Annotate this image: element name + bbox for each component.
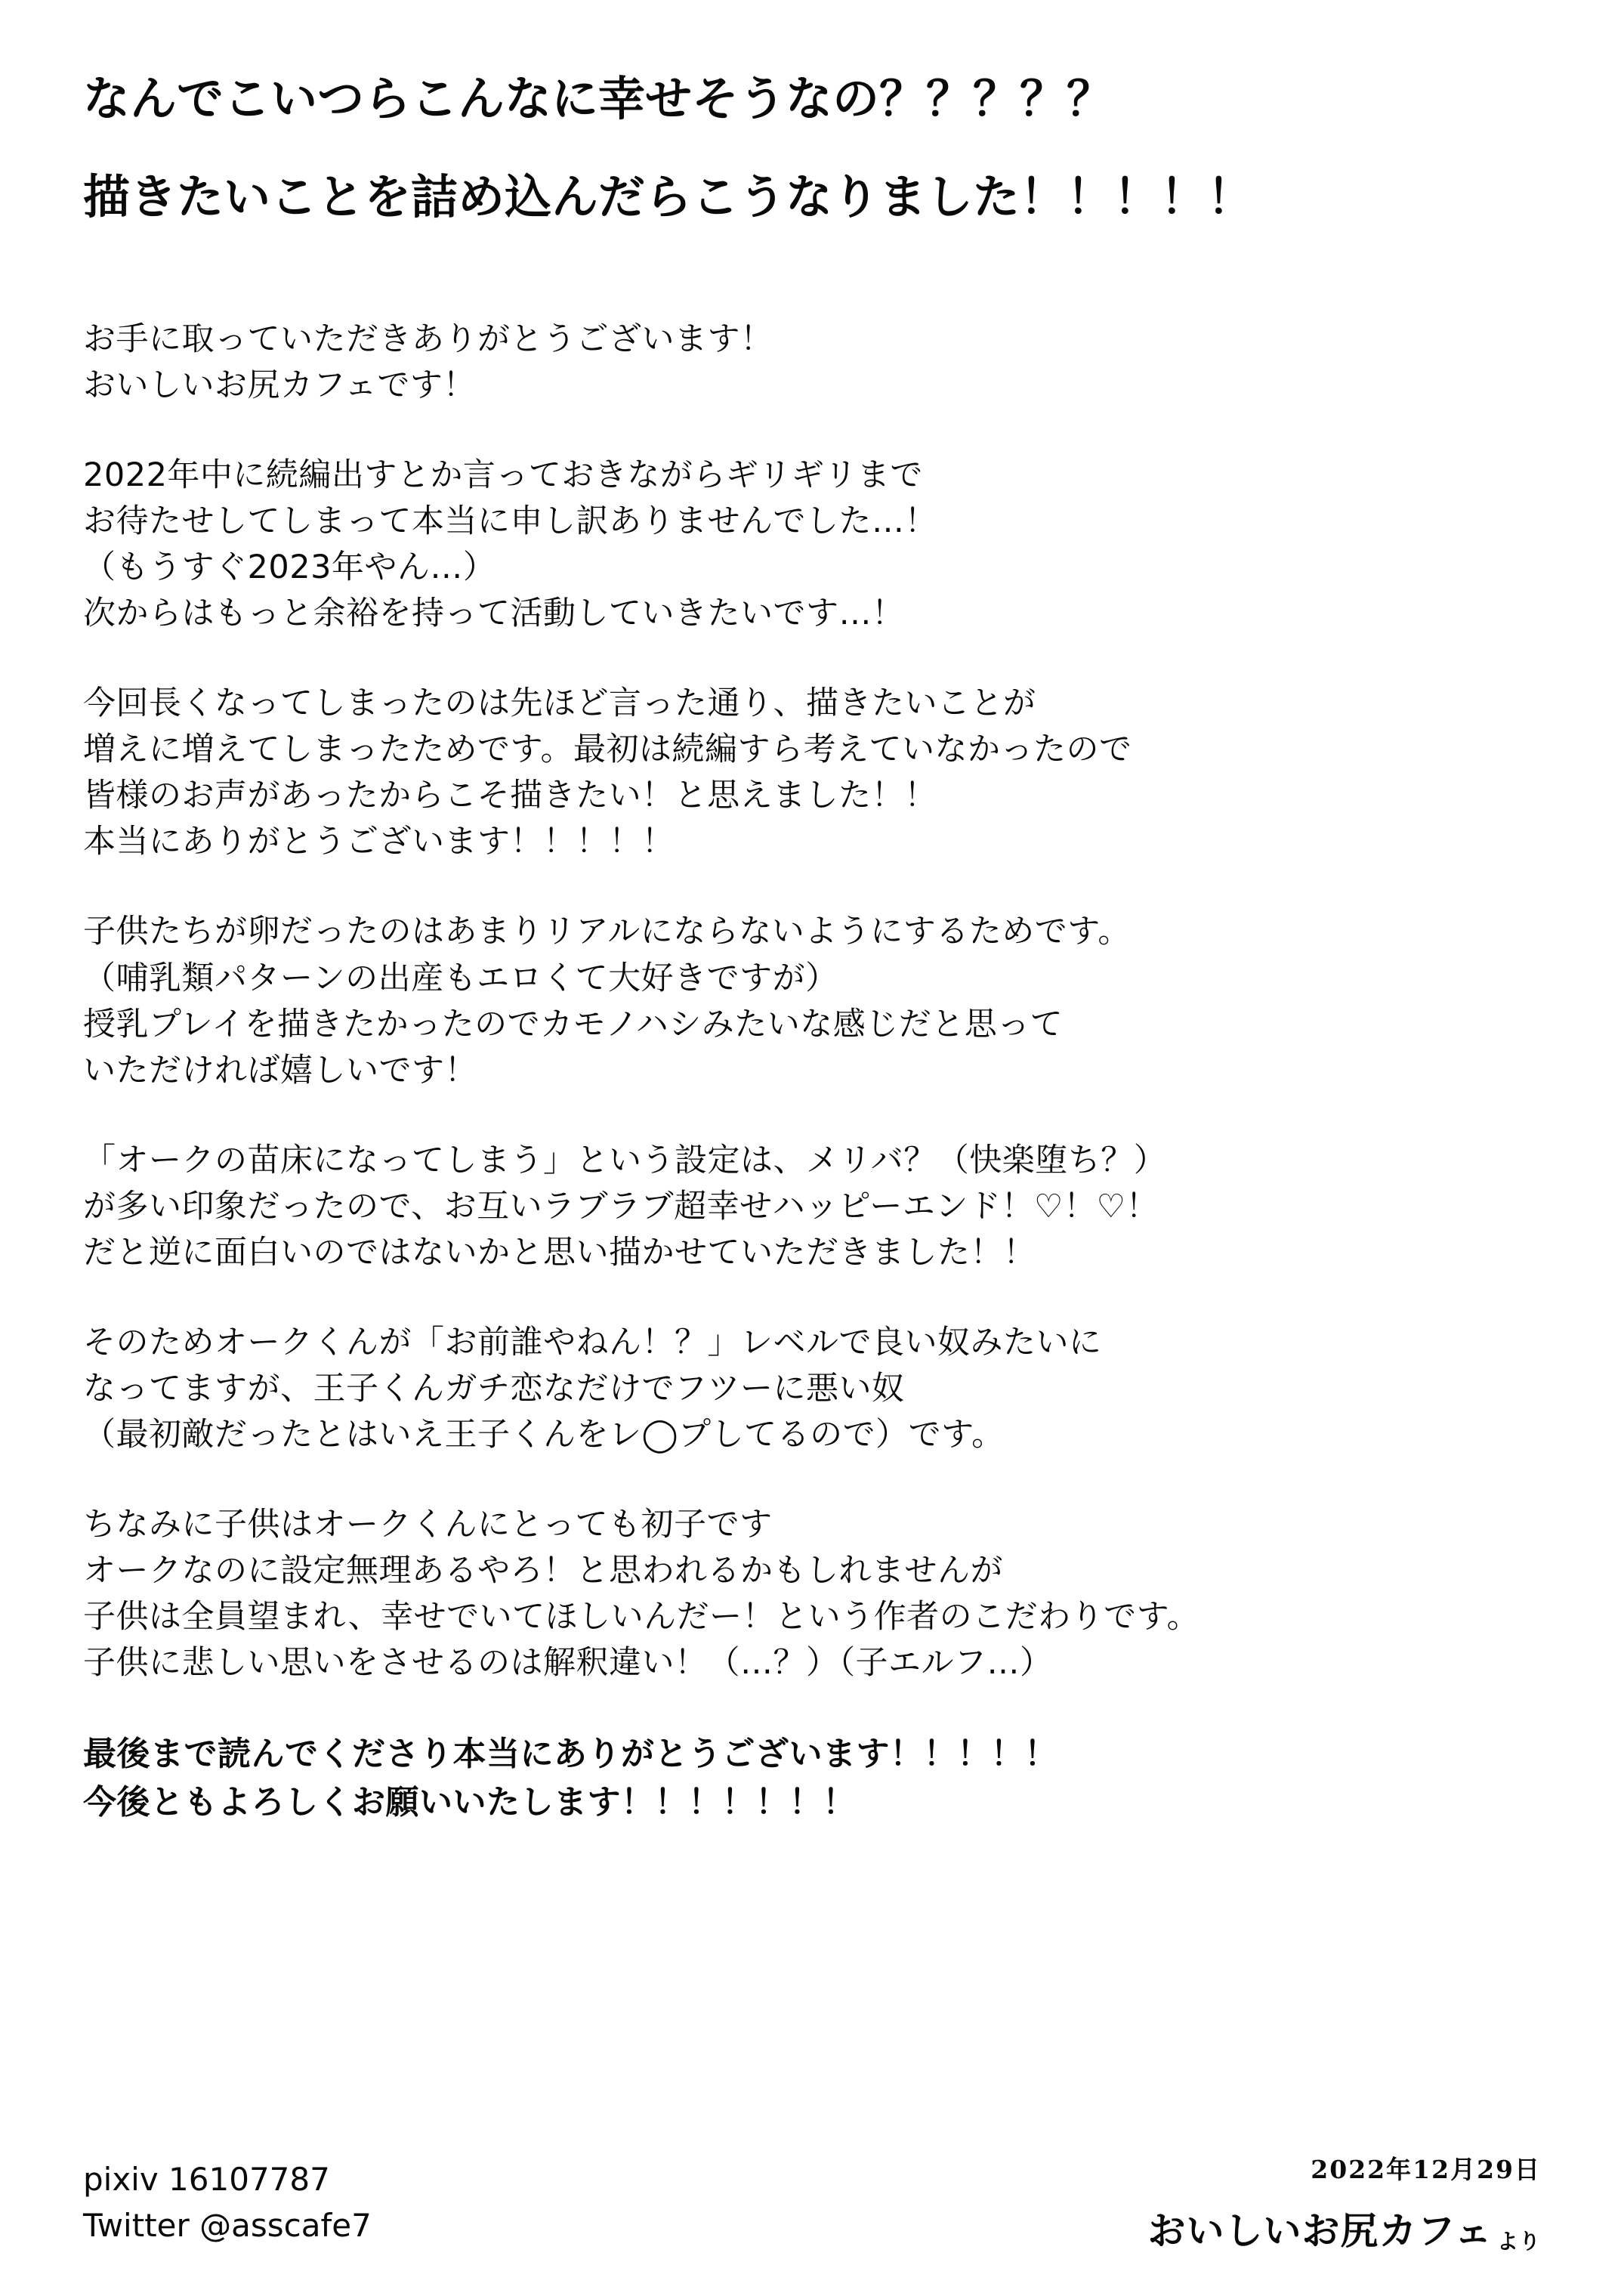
paragraph-1	[83, 317, 1541, 409]
paragraph-4-line-4: いただければ嬉しいです！	[83, 1051, 477, 1089]
paragraph-7-line-4: 子供に悲しい思いをさせるのは解釈違い！（…？）（子エルフ…）	[83, 1644, 1053, 1683]
paragraph-7-line-3: 子供は全員望まれ、幸せでいてほしいんだー！という作者のこだわりです。	[83, 1598, 1200, 1636]
paragraph-6-line-3: （最初敵だったとはいえ王子くんをレ◯プしてるので）です。	[83, 1415, 1005, 1454]
signature-block	[1147, 2150, 1541, 2255]
paragraph-5-line-1: 「オークの苗床になってしまう」という設定は、メリバ？（快楽堕ち？）	[83, 1141, 1167, 1179]
closing-message	[83, 1730, 1541, 1827]
paragraph-4	[83, 909, 1541, 1093]
page-footer	[83, 2119, 1541, 2263]
paragraph-7-line-1: ちなみに子供はオークくんにとっても初子です	[83, 1505, 773, 1544]
paragraph-2-line-3: （もうすぐ2023年やん…）	[83, 549, 496, 587]
paragraph-1-line-1: お手に取っていただきありがとうございます！	[83, 320, 773, 358]
paragraph-4-line-3: 授乳プレイを描きたかったのでカモノハシみたいな感じだと思って	[83, 1005, 1064, 1043]
pixiv-credit: pixiv 16107787	[83, 2161, 330, 2199]
paragraph-3-line-3: 皆様のお声があったからこそ描きたい！と思えました！！	[83, 777, 937, 815]
paragraph-5-line-3: だと逆に面白いのではないかと思い描かせていただきました！！	[83, 1233, 1036, 1272]
afterword-body	[83, 317, 1541, 1827]
author-signature-suffix: より	[1496, 2229, 1541, 2254]
paragraph-5	[83, 1138, 1541, 1276]
paragraph-6	[83, 1320, 1541, 1458]
paragraph-7	[83, 1502, 1541, 1686]
paragraph-4-line-1: 子供たちが卵だったのはあまりリアルにならないようにするためです。	[83, 913, 1131, 951]
paragraph-4-line-2: （哺乳類パターンの出産もエロくて大好きですが）	[83, 959, 838, 997]
paragraph-2	[83, 453, 1541, 637]
twitter-credit: Twitter @asscafe7	[83, 2207, 372, 2245]
author-signature	[1147, 2201, 1541, 2255]
paragraph-1-line-2: おいしいお尻カフェです！	[83, 366, 476, 405]
date-label: 2022年12月29日	[1311, 2155, 1541, 2184]
closing-line-2: 今後ともよろしくお願いいたします！！！！！！！	[83, 1782, 857, 1822]
paragraph-3-line-4: 本当にありがとうございます！！！！！	[83, 823, 675, 861]
paragraph-7-line-2: オークなのに設定無理あるやろ！と思われるかもしれませんが	[83, 1551, 1003, 1590]
paragraph-2-line-4: 次からはもっと余裕を持って活動していきたいです…！	[83, 595, 905, 633]
paragraph-3	[83, 681, 1541, 865]
paragraph-3-line-1: 今回長くなってしまったのは先ほど言った通り、描きたいことが	[83, 685, 1036, 723]
paragraph-2-line-2: お待たせしてしまって本当に申し訳ありませんでした…！	[83, 502, 937, 541]
paragraph-2-line-1: 2022年中に続編出すとか言っておきながらギリギリまで	[83, 456, 923, 495]
paragraph-5-line-2: が多い印象だったので、お互いラブラブ超幸せハッピーエンド！♡！♡！	[83, 1187, 1159, 1225]
paragraph-6-line-1: そのためオークくんが「お前誰やねん！？」レベルで良い奴みたいに	[83, 1323, 1102, 1361]
headline-secondary: 描きたいことを詰め込んだらこうなりました！！！！！	[83, 168, 1255, 224]
author-signature-text: おいしいお尻カフェ	[1147, 2208, 1493, 2253]
headline-primary: なんでこいつらこんなに幸せそうなの？？？？？	[83, 71, 1114, 126]
social-credits	[83, 2157, 372, 2249]
paragraph-6-line-2: なってますが、王子くんガチ恋なだけでフツーに悪い奴	[83, 1369, 905, 1408]
closing-line-1: 最後まで読んでくださり本当にありがとうございます！！！！！	[83, 1735, 1058, 1774]
paragraph-3-line-2: 増えに増えてしまったためです。最初は続編すら考えていなかったので	[83, 731, 1132, 769]
